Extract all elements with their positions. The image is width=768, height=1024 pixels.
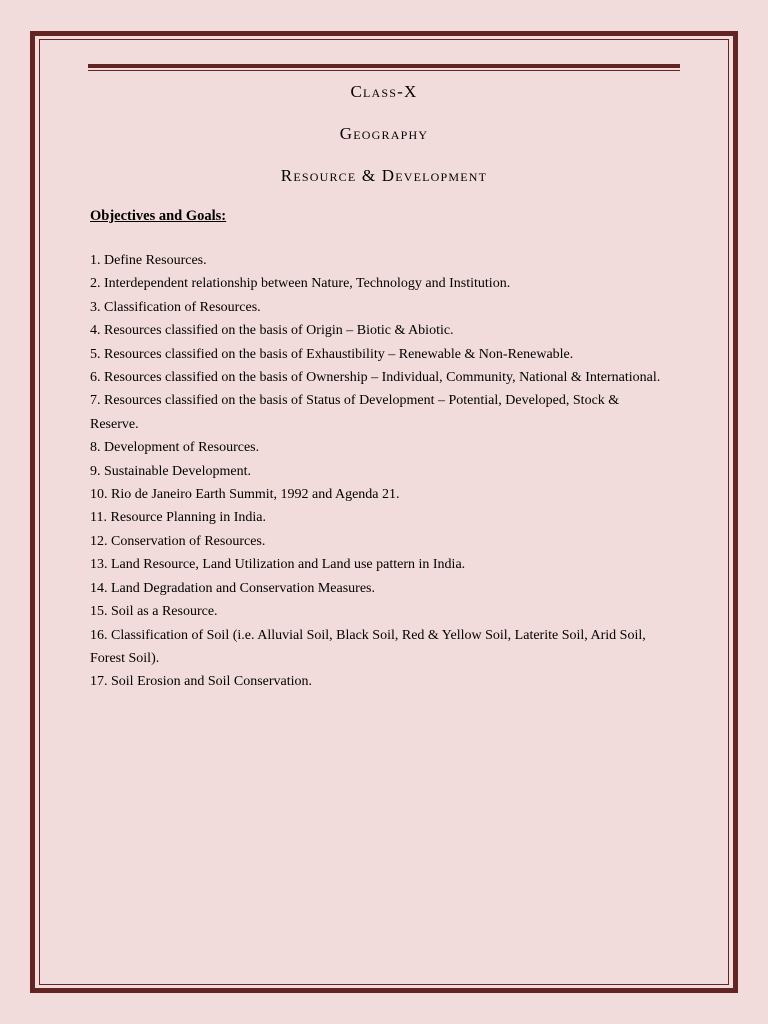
list-item: 7. Resources classified on the basis of Status of Development – Potential, Developed, Stock & Reserve. — [90, 393, 620, 432]
chapter-heading: Resource & Development — [280, 166, 488, 185]
list-item: 17. Soil Erosion and Soil Conservation. — [90, 674, 313, 690]
list-item: 10. Rio de Janeiro Earth Summit, 1992 and Agenda 21. — [90, 487, 400, 503]
list-item: 15. Soil as a Resource. — [90, 604, 218, 620]
list-item: 13. Land Resource, Land Utilization and Land use pattern in India. — [90, 557, 466, 573]
list-item: 9. Sustainable Development. — [90, 463, 251, 479]
top-rule-thin — [88, 70, 680, 71]
list-item: 4. Resources classified on the basis of Origin – Biotic & Abiotic. — [90, 323, 454, 339]
list-item: 11. Resource Planning in India. — [90, 510, 267, 526]
list-item: 12. Conservation of Resources. — [90, 533, 266, 549]
list-item: 8. Development of Resources. — [90, 440, 260, 456]
list-item: 6. Resources classified on the basis of Ownership – Individual, Community, National & International. — [90, 370, 661, 386]
list-item: 1. Define Resources. — [90, 253, 207, 268]
objectives-list — [90, 249, 670, 694]
list-item: 16. Classification of Soil (i.e. Alluvial Soil, Black Soil, Red & Yellow Soil, Laterite Soil, Arid Soil, Forest Soil). — [90, 627, 646, 666]
class-heading: Class-X — [350, 82, 418, 101]
list-item: 2. Interdependent relationship between Nature, Technology and Institution. — [90, 276, 511, 292]
subject-heading: Geography — [339, 124, 429, 143]
top-rule — [88, 64, 680, 68]
list-item: 3. Classification of Resources. — [90, 299, 261, 315]
objectives-heading: Objectives and Goals: — [90, 208, 227, 224]
list-item: 14. Land Degradation and Conservation Measures. — [90, 580, 375, 596]
list-item: 5. Resources classified on the basis of Exhaustibility – Renewable & Non-Renewable. — [90, 346, 574, 362]
